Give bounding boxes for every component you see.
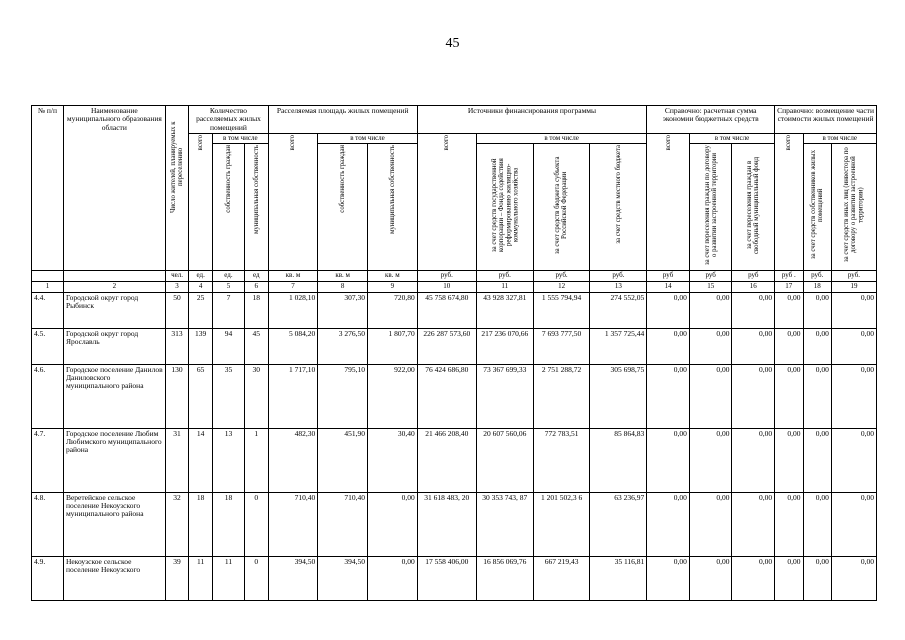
- municipality-name: Городской округ город Рыбинск: [63, 292, 165, 328]
- page-number: 45: [445, 36, 460, 51]
- cell-c12: 772 783,51: [533, 428, 590, 492]
- cell-c15: 0,00: [689, 364, 732, 428]
- unit-cell: чел.: [165, 271, 189, 282]
- header-local-budget: за счет средств местного бюджета: [590, 144, 647, 271]
- column-number: 13: [590, 282, 647, 293]
- row-number: 4.7.: [32, 428, 64, 492]
- cell-c13: 274 552,05: [590, 292, 647, 328]
- column-number: 19: [831, 282, 876, 293]
- cell-c6: 45: [244, 328, 268, 364]
- cell-c9: 720,80: [367, 292, 417, 328]
- cell-c5: 13: [213, 428, 245, 492]
- cell-c15: 0,00: [689, 292, 732, 328]
- column-number: 18: [803, 282, 831, 293]
- column-number-row: [32, 282, 877, 293]
- header-no: № п/п: [32, 106, 64, 271]
- cell-c3: 130: [165, 364, 189, 428]
- units-row: [32, 271, 877, 282]
- cell-c14: 0,00: [647, 292, 690, 328]
- header-count-total: всего: [189, 133, 213, 271]
- cell-c17: 0,00: [775, 364, 803, 428]
- cell-c19: 0,00: [831, 428, 876, 492]
- header-subject-budget: за счет средств бюджета субъекта Российской Федерации: [533, 144, 590, 271]
- cell-c5: 35: [213, 364, 245, 428]
- unit-cell: кв. м: [367, 271, 417, 282]
- unit-cell: руб: [689, 271, 732, 282]
- header-area-total: всего: [268, 133, 318, 271]
- cell-c15: 0,00: [689, 428, 732, 492]
- header-comp-total: всего: [775, 133, 803, 271]
- cell-c10: 17 558 406,00: [417, 556, 476, 600]
- cell-c5: 18: [213, 492, 245, 556]
- row-number: 4.6.: [32, 364, 64, 428]
- cell-c8: 710,40: [318, 492, 368, 556]
- cell-c4: 18: [189, 492, 213, 556]
- cell-c17: 0,00: [775, 328, 803, 364]
- cell-c6: 1: [244, 428, 268, 492]
- cell-c8: 307,30: [318, 292, 368, 328]
- unit-cell: руб.: [831, 271, 876, 282]
- cell-c9: 0,00: [367, 492, 417, 556]
- municipality-name: Некоузское сельское поселение Некоузского: [63, 556, 165, 600]
- header-sources-incl: в том числе: [476, 133, 646, 144]
- cell-c14: 0,00: [647, 556, 690, 600]
- cell-c4: 25: [189, 292, 213, 328]
- cell-c12: 2 751 288,72: [533, 364, 590, 428]
- column-number: 1: [32, 282, 64, 293]
- cell-c16: 0,00: [732, 364, 775, 428]
- column-number: 5: [213, 282, 245, 293]
- cell-c13: 85 864,83: [590, 428, 647, 492]
- cell-c9: 30,40: [367, 428, 417, 492]
- cell-c8: 394,50: [318, 556, 368, 600]
- cell-c4: 139: [189, 328, 213, 364]
- cell-c8: 451,90: [318, 428, 368, 492]
- unit-cell: ед.: [213, 271, 245, 282]
- row-number: 4.8.: [32, 492, 64, 556]
- unit-cell: руб.: [590, 271, 647, 282]
- cell-c16: 0,00: [732, 492, 775, 556]
- header-area-own: собственность граждан: [318, 144, 368, 271]
- column-number: 17: [775, 282, 803, 293]
- header-count-municipal: муниципальная собственность: [244, 144, 268, 271]
- cell-c12: 667 219,43: [533, 556, 590, 600]
- cell-c19: 0,00: [831, 328, 876, 364]
- cell-c17: 0,00: [775, 428, 803, 492]
- header-savings-free: за счет переселения граждан в свободный муниципальный фонд: [732, 144, 775, 271]
- header-comp-owners: за счет средств собственников жилых помещений: [803, 144, 831, 271]
- unit-cell: руб.: [533, 271, 590, 282]
- municipality-name: Веретейское сельское поселение Некоузского муниципального района: [63, 492, 165, 556]
- cell-c5: 94: [213, 328, 245, 364]
- resettlement-table: [31, 105, 877, 601]
- cell-c6: 30: [244, 364, 268, 428]
- cell-c7: 1 028,10: [268, 292, 318, 328]
- cell-c12: 1 201 502,3 6: [533, 492, 590, 556]
- cell-c13: 35 116,81: [590, 556, 647, 600]
- column-number: 9: [367, 282, 417, 293]
- municipality-name: Городское поселение Любим Любимского муниципального района: [63, 428, 165, 492]
- cell-c17: 0,00: [775, 292, 803, 328]
- cell-c7: 482,30: [268, 428, 318, 492]
- cell-c18: 0,00: [803, 556, 831, 600]
- cell-c18: 0,00: [803, 292, 831, 328]
- cell-c15: 0,00: [689, 492, 732, 556]
- cell-c9: 1 807,70: [367, 328, 417, 364]
- header-count-group: Количество расселяемых жилых помещений: [189, 106, 268, 134]
- cell-c19: 0,00: [831, 364, 876, 428]
- cell-c17: 0,00: [775, 556, 803, 600]
- cell-c12: 1 555 794,94: [533, 292, 590, 328]
- cell-c13: 63 236,97: [590, 492, 647, 556]
- column-number: 15: [689, 282, 732, 293]
- cell-c6: 0: [244, 492, 268, 556]
- cell-c19: 0,00: [831, 492, 876, 556]
- header-sources-group: Источники финансирования программы: [417, 106, 647, 134]
- unit-cell: руб: [732, 271, 775, 282]
- unit-cell: ед.: [189, 271, 213, 282]
- column-number: 14: [647, 282, 690, 293]
- cell-c17: 0,00: [775, 492, 803, 556]
- cell-c18: 0,00: [803, 328, 831, 364]
- unit-cell: руб.: [803, 271, 831, 282]
- table-row: [32, 364, 877, 428]
- cell-c16: 0,00: [732, 556, 775, 600]
- cell-c10: 226 287 573,60: [417, 328, 476, 364]
- cell-c4: 11: [189, 556, 213, 600]
- cell-c7: 5 084,20: [268, 328, 318, 364]
- column-number: 11: [476, 282, 533, 293]
- header-fund: за счет средств государственной корпорации – Фонда содействия реформированию жилищно-коммунального хозяйства: [476, 144, 533, 271]
- column-number: 3: [165, 282, 189, 293]
- cell-c5: 11: [213, 556, 245, 600]
- cell-c16: 0,00: [732, 328, 775, 364]
- cell-c3: 32: [165, 492, 189, 556]
- municipality-name: Городской округ город Ярославль: [63, 328, 165, 364]
- unit-cell: руб .: [775, 271, 803, 282]
- cell-c7: 394,50: [268, 556, 318, 600]
- cell-c14: 0,00: [647, 328, 690, 364]
- cell-c4: 65: [189, 364, 213, 428]
- header-count-incl: в том числе: [213, 133, 269, 144]
- cell-c14: 0,00: [647, 428, 690, 492]
- header-residents: Число жителей, планируемых к переселению: [165, 106, 189, 271]
- unit-cell-empty: [63, 271, 165, 282]
- column-number: 6: [244, 282, 268, 293]
- header-savings-contract: за счет переселения граждан по договору о развитии застроенной территории: [689, 144, 732, 271]
- cell-c13: 1 357 725,44: [590, 328, 647, 364]
- row-number: 4.9.: [32, 556, 64, 600]
- header-count-own: собственность граждан: [213, 144, 245, 271]
- cell-c11: 16 856 069,76: [476, 556, 533, 600]
- column-number: 7: [268, 282, 318, 293]
- cell-c16: 0,00: [732, 292, 775, 328]
- table-row: [32, 292, 877, 328]
- header-area-municipal: муниципальная собственность: [367, 144, 417, 271]
- row-number: 4.4.: [32, 292, 64, 328]
- cell-c18: 0,00: [803, 364, 831, 428]
- column-number: 4: [189, 282, 213, 293]
- cell-c3: 31: [165, 428, 189, 492]
- cell-c6: 18: [244, 292, 268, 328]
- header-area-incl: в том числе: [318, 133, 417, 144]
- table-row: [32, 328, 877, 364]
- cell-c10: 45 758 674,80: [417, 292, 476, 328]
- cell-c6: 0: [244, 556, 268, 600]
- cell-c11: 73 367 699,33: [476, 364, 533, 428]
- column-number: 16: [732, 282, 775, 293]
- table-body: [32, 292, 877, 600]
- cell-c19: 0,00: [831, 292, 876, 328]
- cell-c19: 0,00: [831, 556, 876, 600]
- header-savings-incl: в том числе: [689, 133, 774, 144]
- cell-c12: 7 693 777,50: [533, 328, 590, 364]
- cell-c10: 21 466 208,40: [417, 428, 476, 492]
- unit-cell: кв. м: [318, 271, 368, 282]
- unit-cell: руб.: [417, 271, 476, 282]
- column-number: 8: [318, 282, 368, 293]
- cell-c13: 305 698,75: [590, 364, 647, 428]
- table-row: [32, 428, 877, 492]
- header-sources-total: всего: [417, 133, 476, 271]
- cell-c11: 30 353 743, 87: [476, 492, 533, 556]
- unit-cell: руб.: [476, 271, 533, 282]
- cell-c10: 76 424 686,80: [417, 364, 476, 428]
- row-number: 4.5.: [32, 328, 64, 364]
- unit-cell: кв. м: [268, 271, 318, 282]
- cell-c5: 7: [213, 292, 245, 328]
- cell-c7: 710,40: [268, 492, 318, 556]
- cell-c4: 14: [189, 428, 213, 492]
- cell-c15: 0,00: [689, 556, 732, 600]
- cell-c18: 0,00: [803, 492, 831, 556]
- cell-c3: 39: [165, 556, 189, 600]
- cell-c10: 31 618 483, 20: [417, 492, 476, 556]
- cell-c7: 1 717,10: [268, 364, 318, 428]
- header-comp-incl: в том числе: [803, 133, 877, 144]
- cell-c8: 3 276,50: [318, 328, 368, 364]
- cell-c11: 43 928 327,81: [476, 292, 533, 328]
- cell-c3: 313: [165, 328, 189, 364]
- municipality-name: Городское поселение Данилов Даниловского муниципального района: [63, 364, 165, 428]
- header-savings-group: Справочно: расчетная сумма экономии бюджетных средств: [647, 106, 775, 134]
- header-comp-group: Справочно: возмещение части стоимости жилых помещений: [775, 106, 877, 134]
- header-comp-other: за счет средств иных лиц (инвестора по договору о развитии застроенной территории): [831, 144, 876, 271]
- column-number: 12: [533, 282, 590, 293]
- cell-c11: 217 236 070,66: [476, 328, 533, 364]
- cell-c11: 20 607 560,06: [476, 428, 533, 492]
- header-name: Наименование муниципального образования области: [63, 106, 165, 271]
- cell-c9: 922,00: [367, 364, 417, 428]
- header-savings-total: всего: [647, 133, 690, 271]
- column-number: 2: [63, 282, 165, 293]
- cell-c14: 0,00: [647, 364, 690, 428]
- cell-c3: 50: [165, 292, 189, 328]
- cell-c18: 0,00: [803, 428, 831, 492]
- header-area-group: Расселяемая площадь жилых помещений: [268, 106, 417, 134]
- table-row: [32, 492, 877, 556]
- cell-c8: 795,10: [318, 364, 368, 428]
- cell-c15: 0,00: [689, 328, 732, 364]
- table-row: [32, 556, 877, 600]
- cell-c9: 0,00: [367, 556, 417, 600]
- column-number: 10: [417, 282, 476, 293]
- cell-c14: 0,00: [647, 492, 690, 556]
- unit-cell: руб: [647, 271, 690, 282]
- unit-cell-empty: [32, 271, 64, 282]
- unit-cell: ед: [244, 271, 268, 282]
- cell-c16: 0,00: [732, 428, 775, 492]
